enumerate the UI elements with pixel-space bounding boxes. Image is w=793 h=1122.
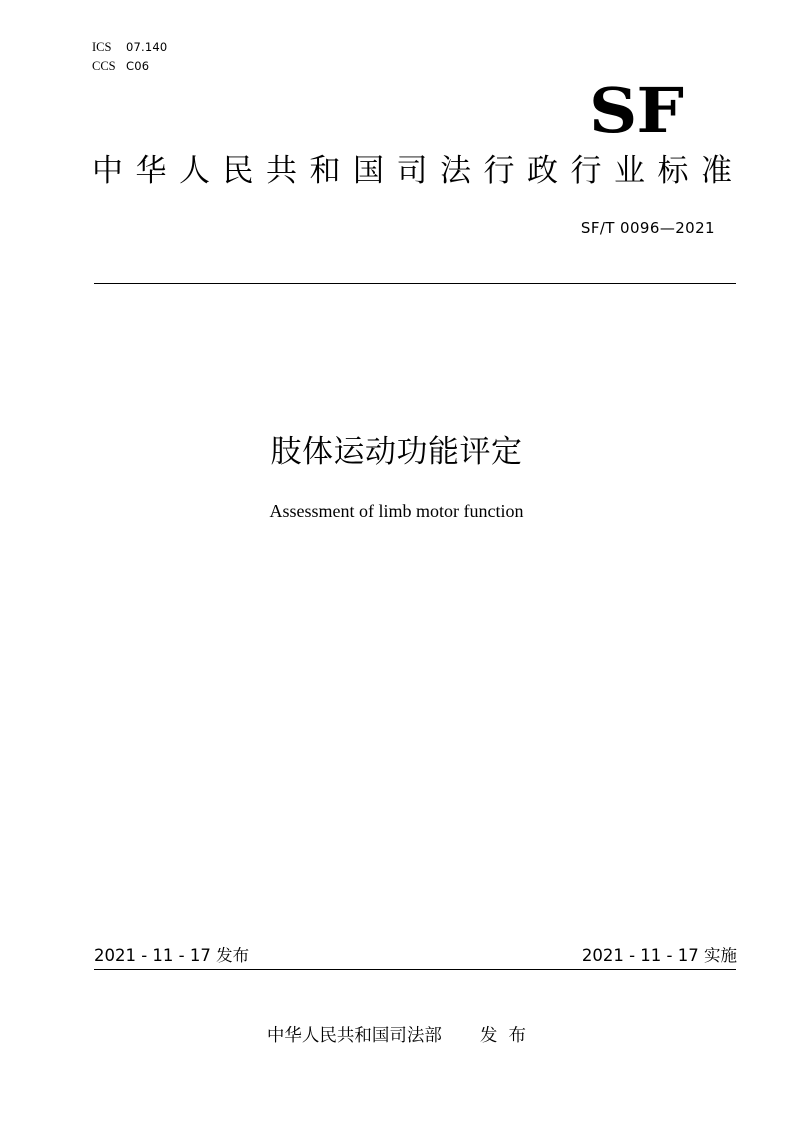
publish-date: 2021 - 11 - 17 发布: [94, 946, 250, 965]
ics-row: [92, 38, 167, 57]
issuer-action: 发 布: [479, 1026, 527, 1046]
sf-logo: SF: [589, 74, 683, 147]
ics-value: 07.140: [126, 40, 168, 54]
ccs-row: [92, 57, 167, 76]
document-title-english: Assessment of limb motor function: [269, 501, 524, 521]
classification-codes: [92, 38, 167, 76]
issuer-name: 中华人民共和国司法部: [266, 1026, 442, 1046]
standard-category: 中华人民共和国司法行政行业标准: [92, 153, 732, 189]
bottom-divider: [94, 969, 736, 970]
ccs-label: CCS: [92, 59, 116, 73]
ics-label: ICS: [92, 40, 112, 54]
document-title-chinese: 肢体运动功能评定: [270, 434, 523, 470]
effective-date: 2021 - 11 - 17 实施: [581, 946, 737, 965]
issuer-line: [0, 1024, 793, 1048]
top-divider: [94, 283, 736, 284]
standard-number: SF/T 0096—2021: [580, 219, 715, 237]
ccs-value: C06: [126, 59, 150, 73]
